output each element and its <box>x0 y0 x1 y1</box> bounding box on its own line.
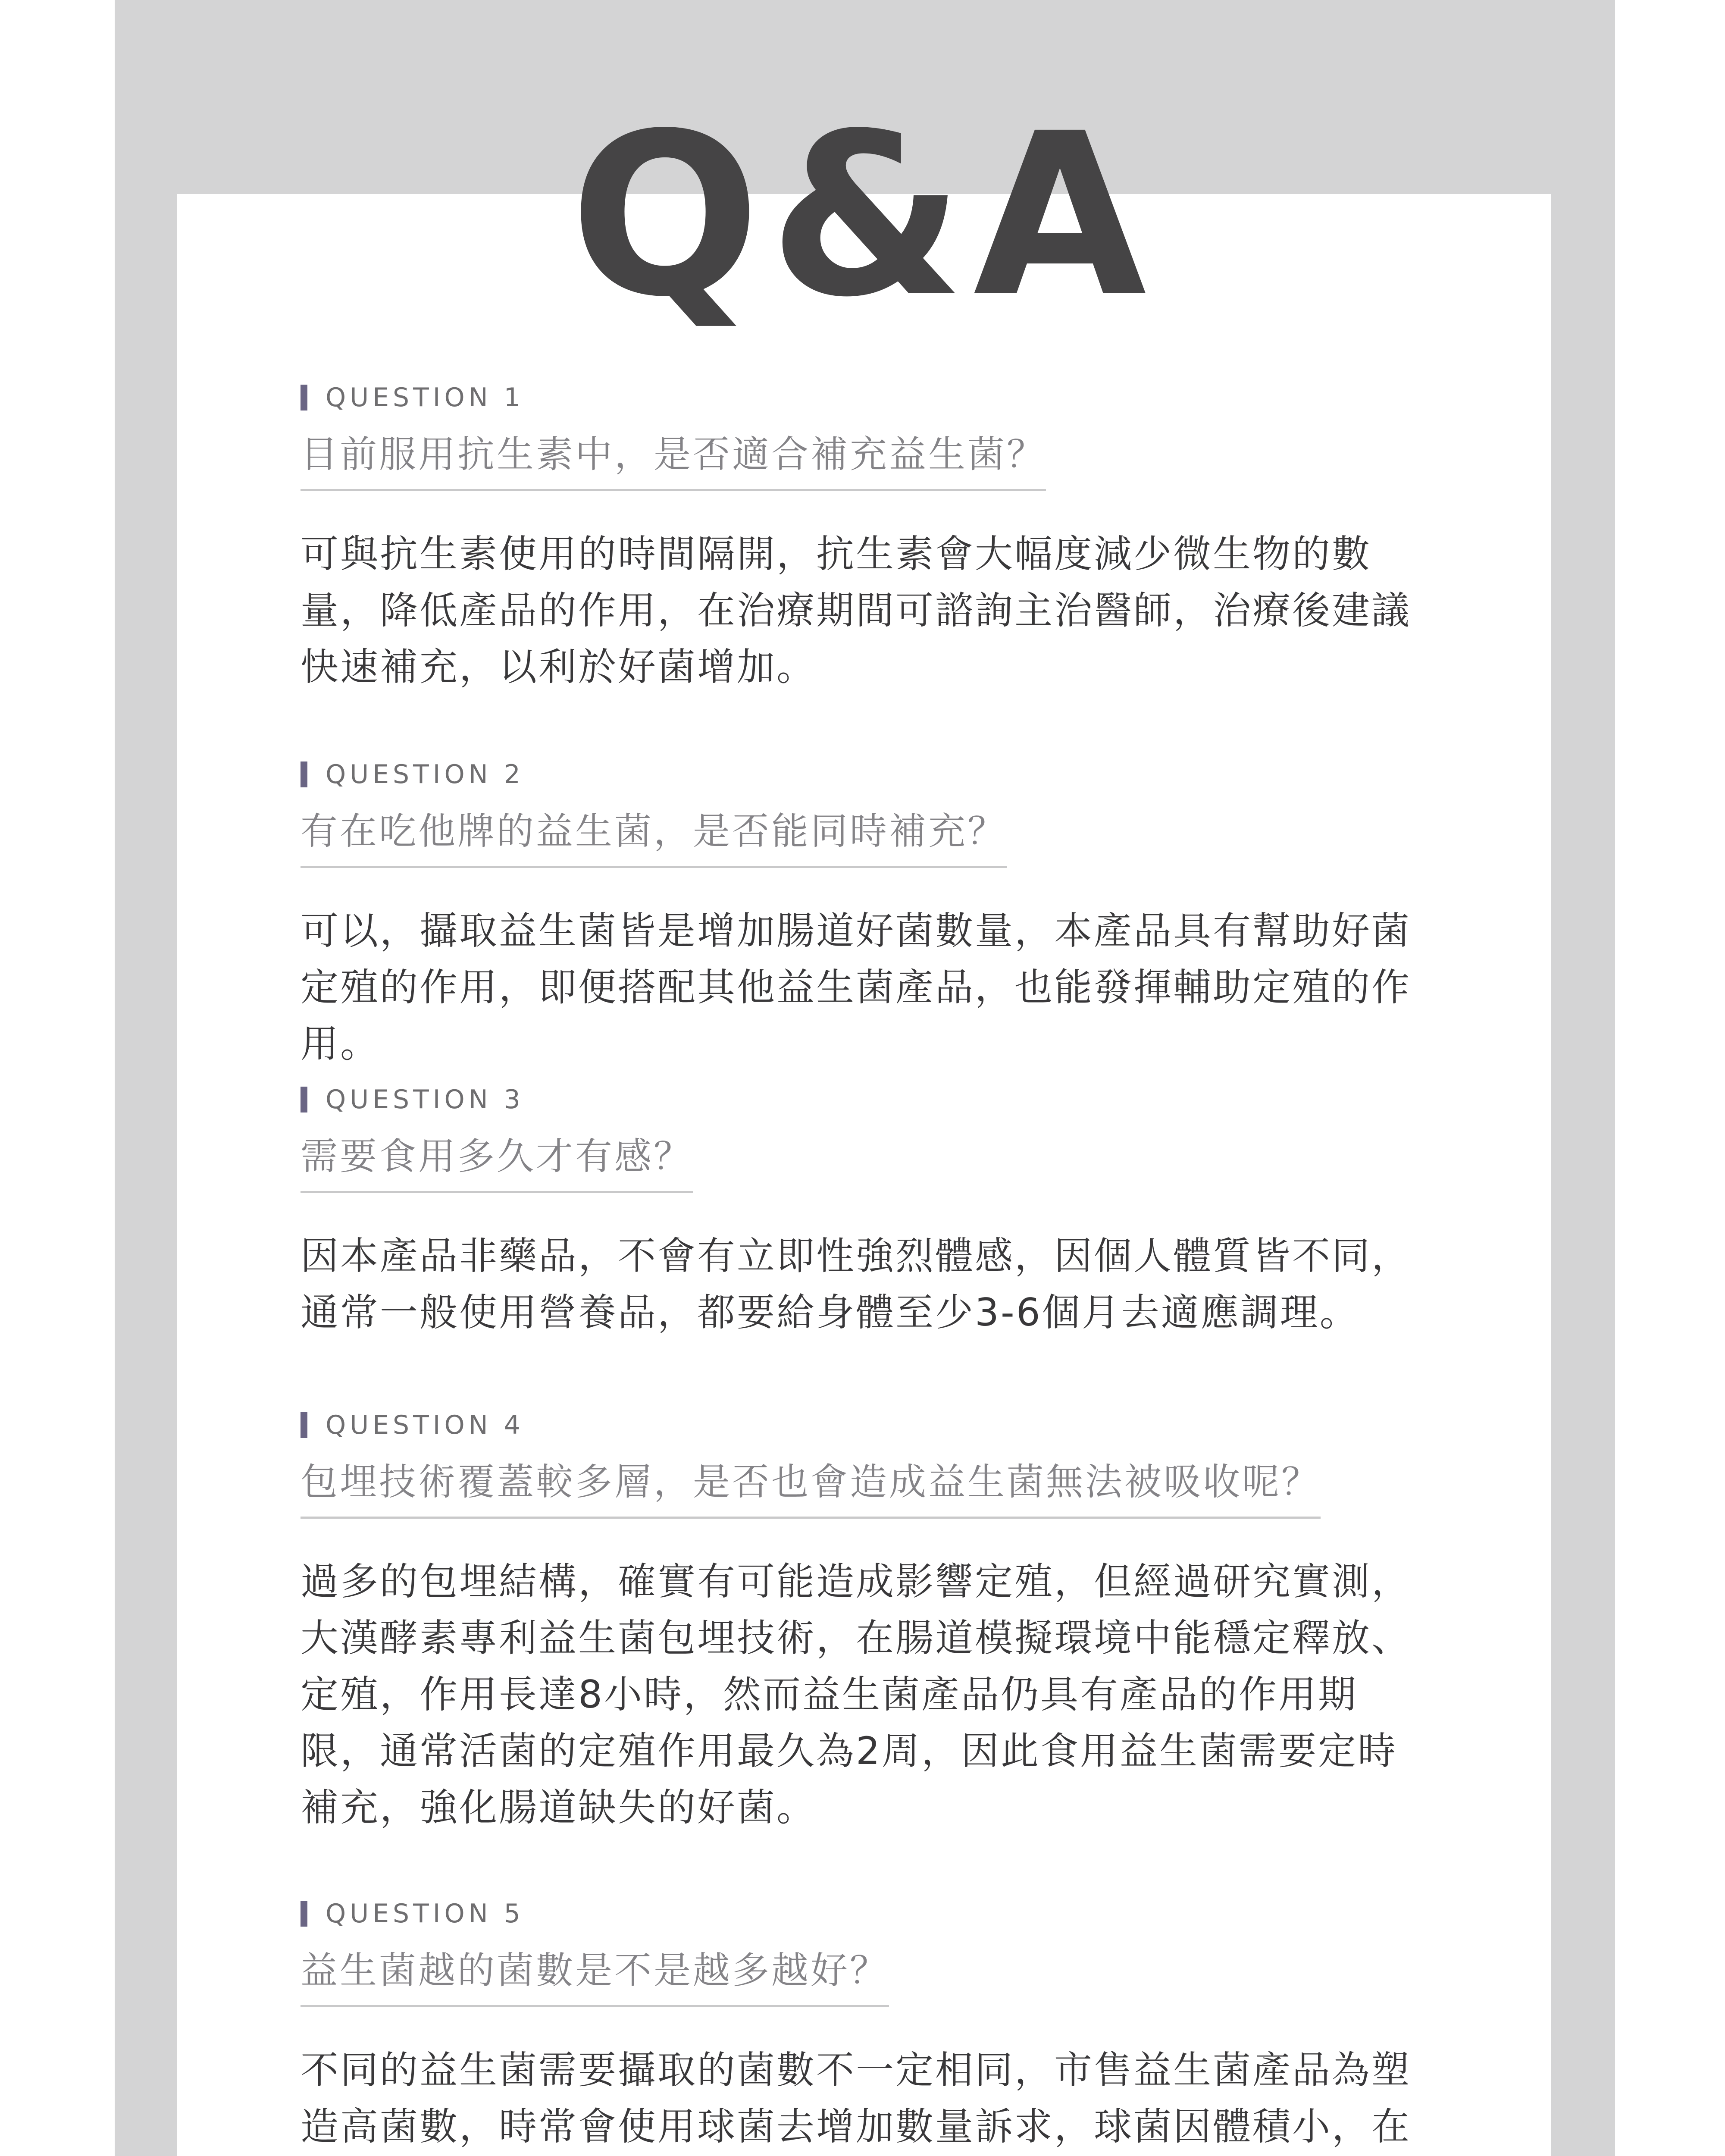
question-number: QUESTION 4 <box>326 1410 524 1440</box>
qa-item-1 <box>301 380 1430 695</box>
accent-bar <box>301 1087 307 1112</box>
question-label-1 <box>301 380 1430 415</box>
accent-bar <box>301 1901 307 1927</box>
accent-bar <box>301 761 307 787</box>
accent-bar <box>301 385 307 411</box>
question-label-5 <box>301 1896 1430 1931</box>
question-heading: 需要食用多久才有感？ <box>301 1134 693 1193</box>
answer-paragraph: 過多的包埋結構，確實有可能造成影響定殖，但經過研究實測，大漢酵素專利益生菌包埋技術，在腸道模擬環境中能穩定釋放、定殖，作用長達8小時，然而益生菌產品仍具有產品的作用期限，通常活菌的定殖作用最久為2周，因此食用益生菌需要定時補充，強化腸道缺失的好菌。 <box>301 1559 1412 1830</box>
page-title: Q&A <box>570 85 1155 346</box>
question-label-2 <box>301 757 1430 792</box>
question-heading: 包埋技術覆蓋較多層，是否也會造成益生菌無法被吸收呢？ <box>301 1460 1321 1519</box>
answer-paragraph: 因本產品非藥品，不會有立即性強烈體感，因個人體質皆不同，通常一般使用營養品，都要給身體至少3-6個月去適應調理。 <box>301 1234 1412 1335</box>
answer-paragraph: 可以，攝取益生菌皆是增加腸道好菌數量，本產品具有幫助好菌定殖的作用，即便搭配其他益生菌產品，也能發揮輔助定殖的作用。 <box>301 909 1412 1066</box>
qa-item-2 <box>301 757 1430 1072</box>
question-number: QUESTION 1 <box>326 382 524 413</box>
question-heading: 益生菌越的菌數是不是越多越好？ <box>301 1948 889 2007</box>
qa-item-3 <box>301 1082 1430 1341</box>
question-number: QUESTION 2 <box>326 759 524 790</box>
accent-bar <box>301 1412 307 1438</box>
answer-paragraph: 不同的益生菌需要攝取的菌數不一定相同，市售益生菌產品為塑造高菌數，時常會使用球菌去增加數量訴求，球菌因體積小，在 <box>301 2048 1412 2149</box>
qa-item-5 <box>301 1896 1430 2156</box>
question-number: QUESTION 3 <box>326 1084 524 1115</box>
qa-item-4 <box>301 1408 1430 1836</box>
question-label-3 <box>301 1082 1430 1117</box>
answer-paragraph: 可與抗生素使用的時間隔開，抗生素會大幅度減少微生物的數量，降低產品的作用，在治療期間可諮詢主治醫師，治療後建議快速補充，以利於好菌增加。 <box>301 532 1412 689</box>
question-number: QUESTION 5 <box>326 1899 524 1929</box>
question-heading: 目前服用抗生素中，是否適合補充益生菌？ <box>301 432 1046 491</box>
question-heading: 有在吃他牌的益生菌，是否能同時補充？ <box>301 809 1007 868</box>
question-label-4 <box>301 1408 1430 1442</box>
